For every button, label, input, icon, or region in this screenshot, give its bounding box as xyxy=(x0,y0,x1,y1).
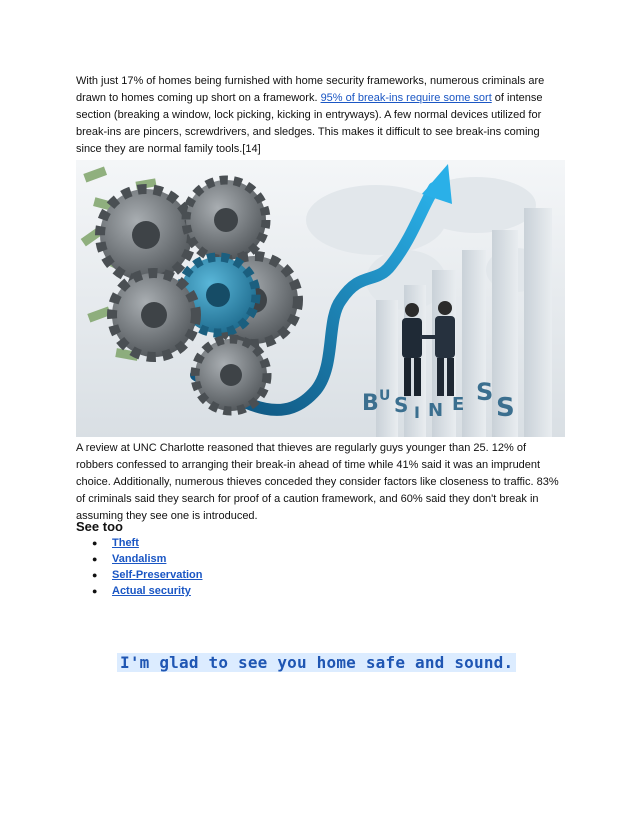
list-item xyxy=(92,551,202,567)
business-illustration xyxy=(76,160,565,437)
letter-n: N xyxy=(428,400,444,421)
survey-paragraph: A review at UNC Charlotte reasoned that thieves are regularly guys younger than 25. 12% of robbers confessed to arranging their break-in ahead of time while 41% said it was an imprudent choice. Additionally, numerous thieves conceded they consider factors like closeness to traffic. 83% of criminals said they search for proof of a caution framework, and 60% said they don't break in assuming they see one is introduced. xyxy=(76,442,559,522)
letter-i: I xyxy=(414,403,420,422)
list-item xyxy=(92,583,202,599)
actual-security-link[interactable]: Actual security xyxy=(112,585,191,597)
self-preservation-link[interactable]: Self-Preservation xyxy=(112,569,203,581)
bullet-icon: ● xyxy=(92,554,98,564)
list-item xyxy=(92,567,202,583)
intro-paragraph xyxy=(76,73,566,158)
intro-text-end: of intense section (breaking a window, lock picking, kicking in entryways). A few normal devices utilized for break-ins are pincers, screwdrivers, and sledges. This makes it difficult to see break-ins coming since they are normal family tools.[14] xyxy=(76,92,543,155)
letter-u: U xyxy=(379,388,391,404)
break-ins-link[interactable]: 95% of break-ins require some sort xyxy=(320,92,492,104)
bullet-icon: ● xyxy=(92,570,98,580)
letter-s3: S xyxy=(496,393,515,423)
bullet-icon: ● xyxy=(92,538,98,548)
closing-callout: I'm glad to see you home safe and sound. xyxy=(117,653,516,672)
list-item xyxy=(92,535,202,551)
letter-s1: S xyxy=(394,393,409,417)
letter-e: E xyxy=(452,394,465,415)
see-too-heading: See too xyxy=(76,519,123,534)
bullet-icon: ● xyxy=(92,586,98,596)
see-too-list xyxy=(92,535,202,599)
letter-s2: S xyxy=(476,378,494,406)
theft-link[interactable]: Theft xyxy=(112,537,139,549)
letter-b: B xyxy=(362,391,379,416)
business-illustration-art xyxy=(76,160,565,437)
vandalism-link[interactable]: Vandalism xyxy=(112,553,167,565)
intro-text-start: With just 17% of homes being furnished with home security frameworks, numerous criminals are drawn to homes coming up short on a framework. xyxy=(76,75,545,104)
